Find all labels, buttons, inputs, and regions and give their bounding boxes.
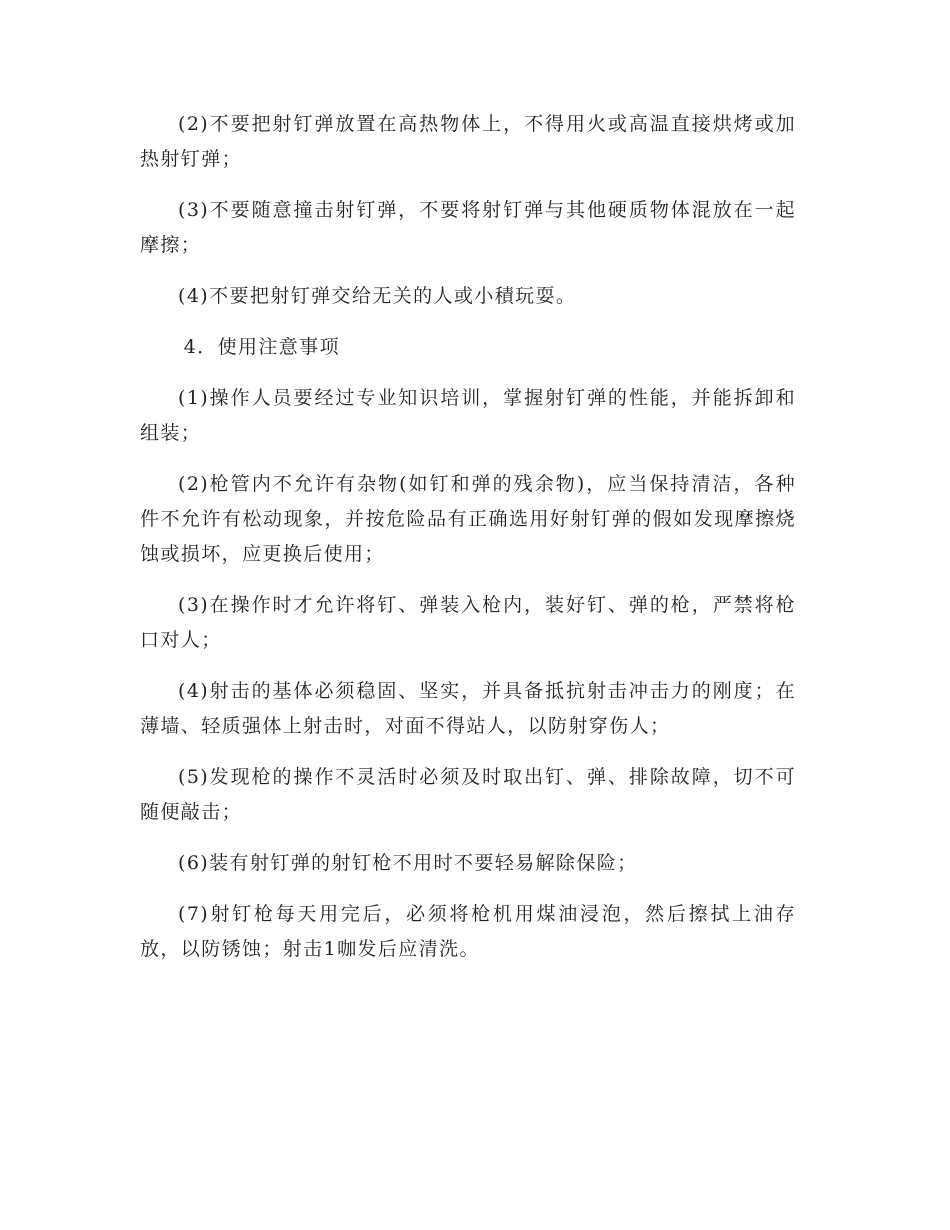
paragraph-usage-1-training: (1)操作人员要经过专业知识培训，掌握射钉弹的性能，并能拆卸和组装； bbox=[140, 387, 796, 444]
paragraph-usage-2-barrel-clean: (2)枪管内不允许有杂物(如钉和弹的残余物)，应当保持清洁，各种件不允许有松动现象，并按危险品有正确选用好射钉弹的假如发现摩擦烧蚀或损坏，应更换后使用； bbox=[140, 473, 796, 565]
paragraph-item-4-no-unrelated: (4)不要把射钉弹交给无关的人或小積玩耍。 bbox=[178, 285, 577, 307]
section-heading-usage-notes: 4．使用注意事项 bbox=[183, 336, 340, 358]
document-body bbox=[140, 107, 796, 983]
paragraph-usage-4-base-stability: (4)射击的基体必须稳固、坚实，并具备抵抗射击冲击力的刚度；在薄墙、轻质强体上射击时，对面不得站人，以防射穿伤人； bbox=[140, 680, 796, 737]
paragraph-item-2-no-heat: (2)不要把射钉弹放置在高热物体上，不得用火或高温直接烘烤或加热射钉弹； bbox=[140, 113, 796, 170]
paragraph-usage-6-safety: (6)装有射钉弹的射钉枪不用时不要轻易解除保险； bbox=[178, 852, 638, 874]
paragraph-usage-7-maintenance: (7)射钉枪每天用完后，必须将枪机用煤油浸泡，然后擦拭上油存放，以防锈蚀；射击1咖发后应清洗。 bbox=[140, 903, 796, 960]
paragraph-item-3-no-impact: (3)不要随意撞击射钉弹，不要将射钉弹与其他硬质物体混放在一起摩擦； bbox=[140, 199, 796, 256]
paragraph-usage-3-loading: (3)在操作时才允许将钉、弹装入枪内，装好钉、弹的枪，严禁将枪口对人； bbox=[140, 594, 796, 651]
paragraph-usage-5-malfunction: (5)发现枪的操作不灵活时必须及时取出钉、弹、排除故障，切不可随便敲击； bbox=[140, 766, 796, 823]
